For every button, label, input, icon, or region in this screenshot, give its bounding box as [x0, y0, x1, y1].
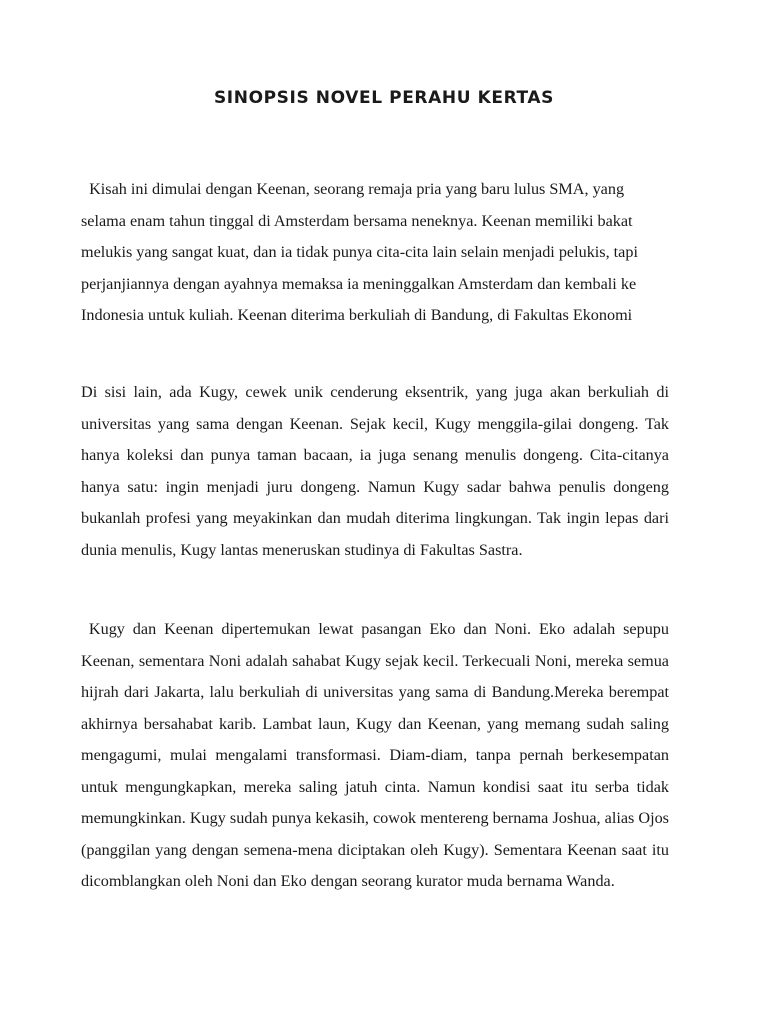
paragraph-kugy-intro: Di sisi lain, ada Kugy, cewek unik cenderung eksentrik, yang juga akan berkuliah di universitas yang sama dengan Keenan. Sejak kecil, Kugy menggila-gilai dongeng. Tak hanya koleksi dan punya taman bacaan, ia juga senang menulis dongeng. Cita-citanya hanya satu: ingin menjadi juru dongeng. Namun Kugy sadar bahwa penulis dongeng bukanlah profesi yang meyakinkan dan mudah diterima lingkungan. Tak ingin lepas dari dunia menulis, Kugy lantas meneruskan studinya di Fakultas Sastra. [81, 383, 669, 559]
document-title: SINOPSIS NOVEL PERAHU KERTAS [213, 88, 555, 108]
paragraph-meeting: Kugy dan Keenan dipertemukan lewat pasangan Eko dan Noni. Eko adalah sepupu Keenan, sementara Noni adalah sahabat Kugy sejak kecil. Terkecuali Noni, mereka semua hijrah dari Jakarta, lalu berkuliah di universitas yang sama di Bandung.Mereka berempat akhirnya bersahabat karib. Lambat laun, Kugy dan Keenan, yang memang sudah saling mengagumi, mulai mengalami transformasi. Diam-diam, tanpa pernah berkesempatan untuk mengungkapkan, mereka saling jatuh cinta. Namun kondisi saat itu serba tidak memungkinkan. Kugy sudah punya kekasih, cowok mentereng bernama Joshua, alias Ojos (panggilan yang dengan semena-mena diciptakan oleh Kugy). Sementara Keenan saat itu dicomblangkan oleh Noni dan Eko dengan seorang kurator muda bernama Wanda. [81, 620, 669, 890]
paragraph-keenan-intro: Kisah ini dimulai dengan Keenan, seorang remaja pria yang baru lulus SMA, yang selama enam tahun tinggal di Amsterdam bersama neneknya. Keenan memiliki bakat melukis yang sangat kuat, dan ia tidak punya cita-cita lain selain menjadi pelukis, tapi perjanjiannya dengan ayahnya memaksa ia meninggalkan Amsterdam dan kembali ke Indonesia untuk kuliah. Keenan diterima berkuliah di Bandung, di Fakultas Ekonomi [81, 180, 638, 324]
